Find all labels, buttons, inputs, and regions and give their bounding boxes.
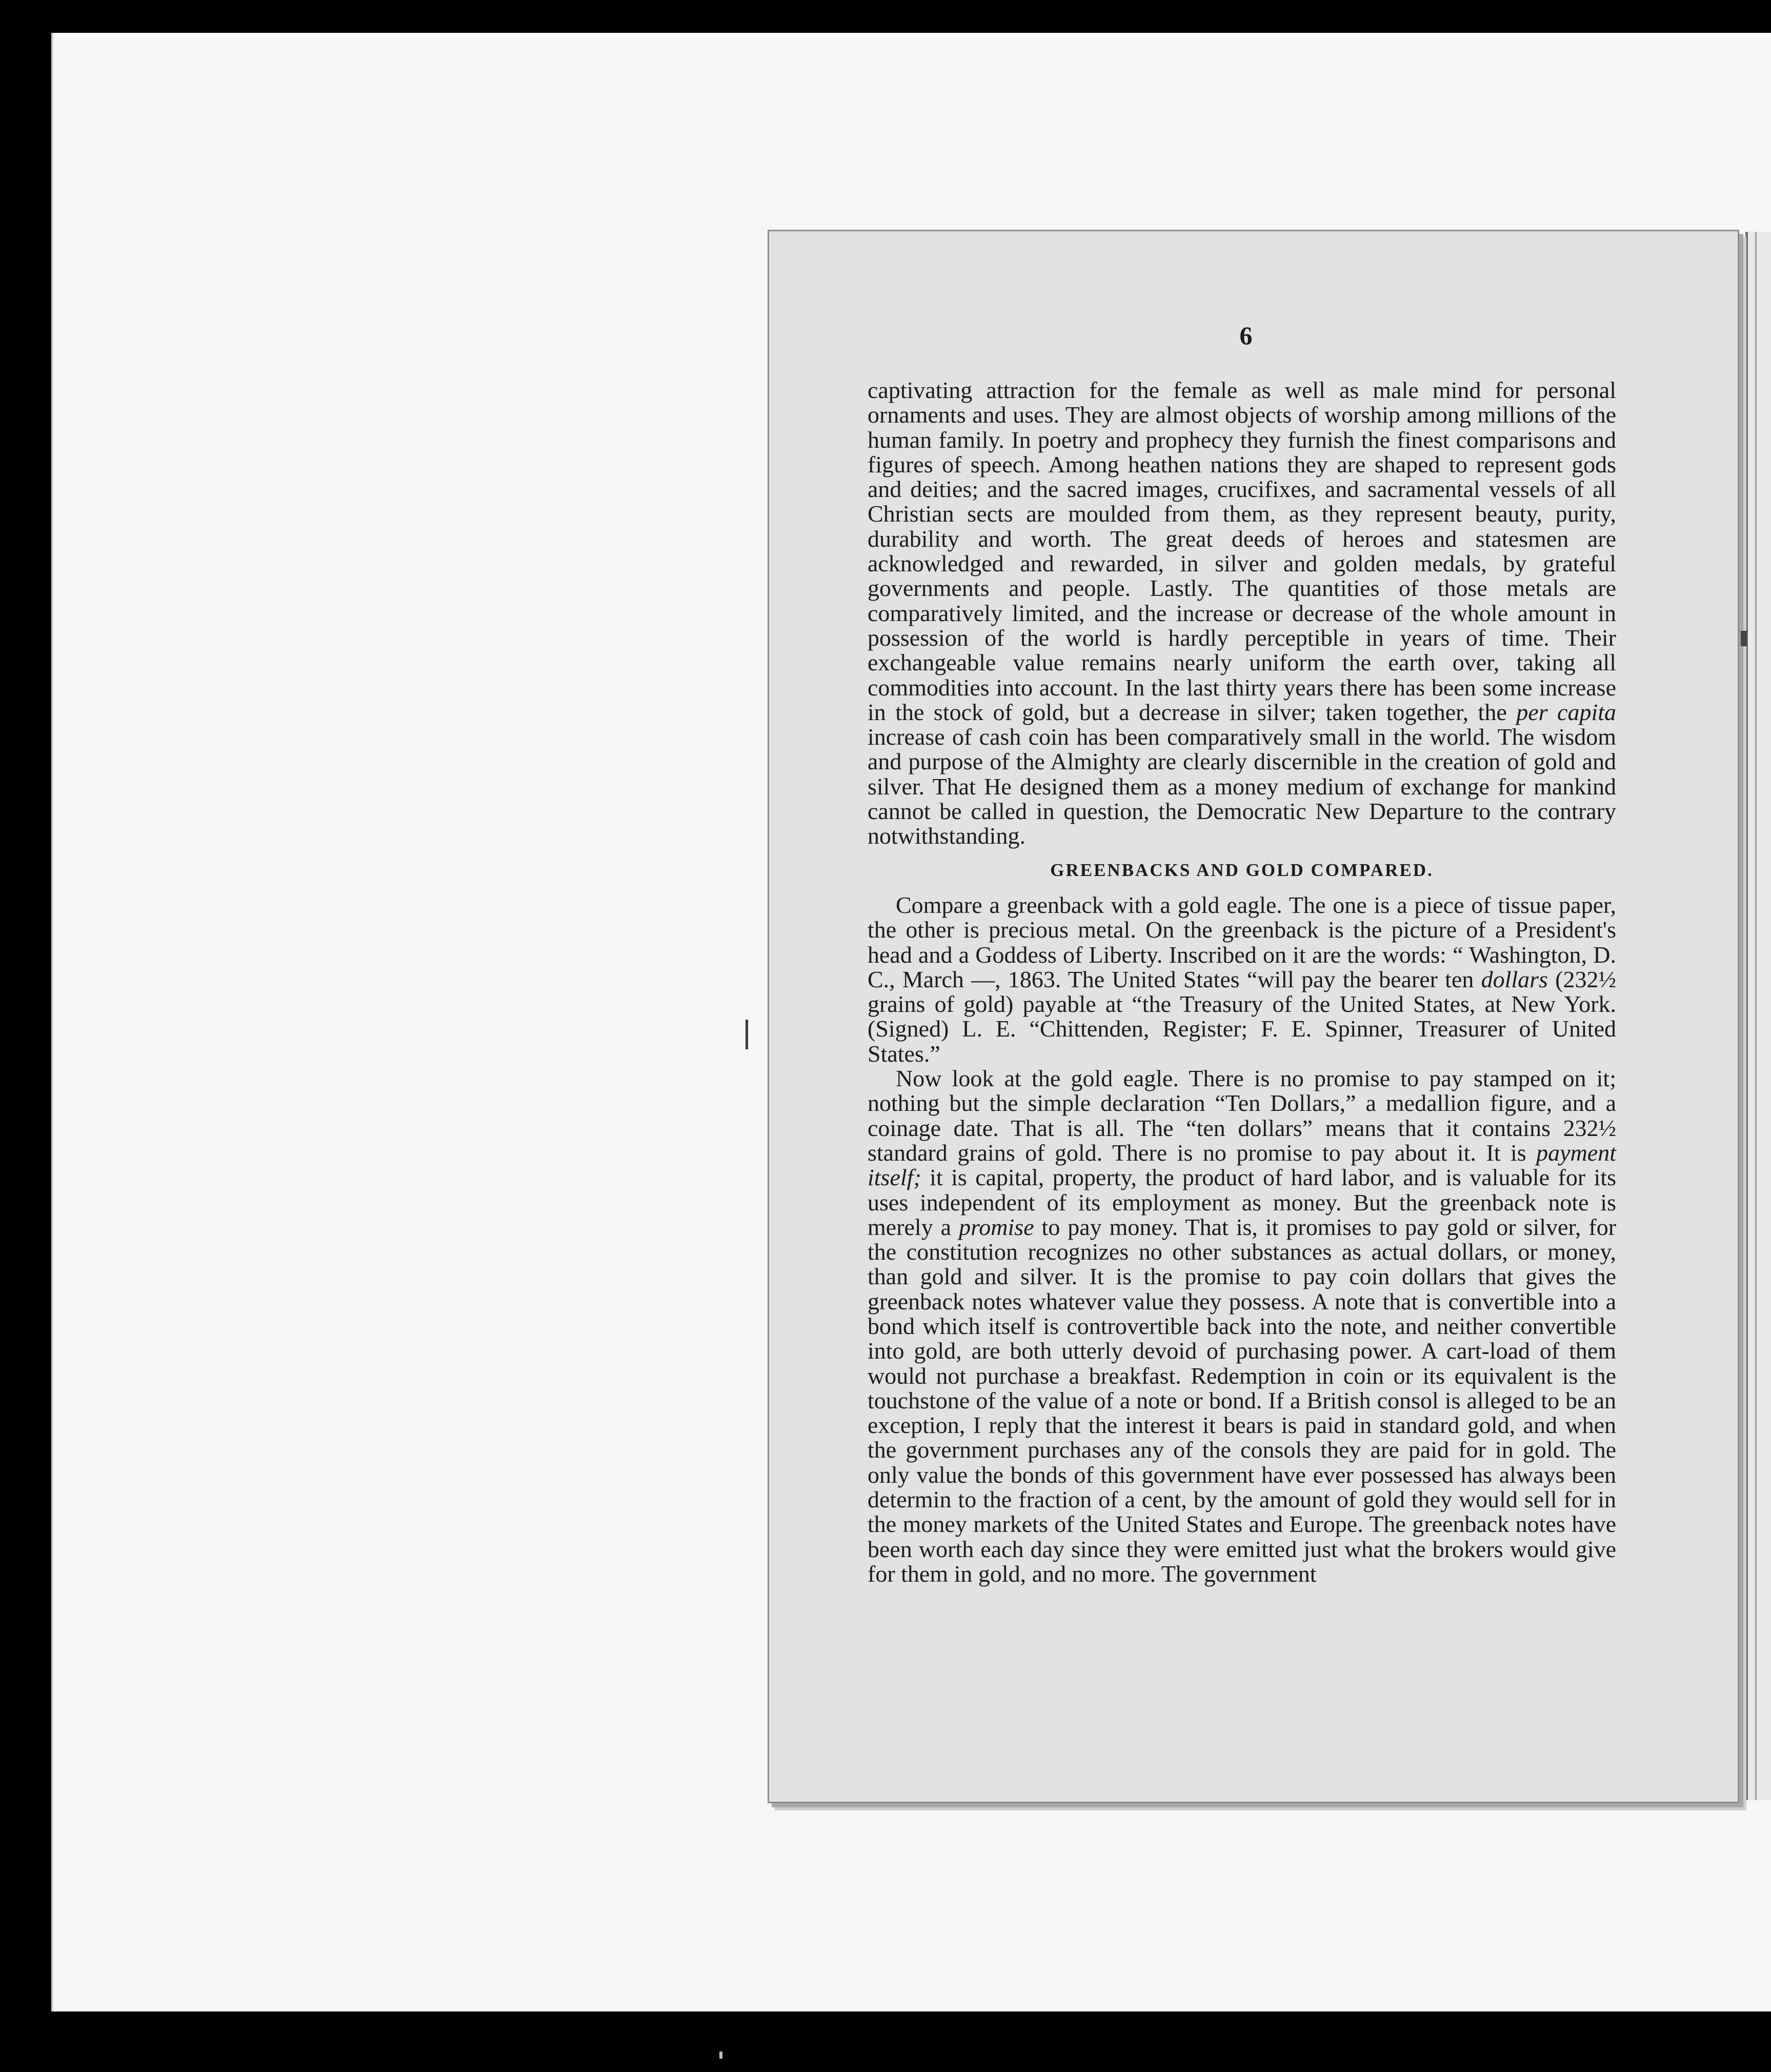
scan-speck bbox=[719, 2051, 722, 2059]
payment-itself-italic: payment itself; bbox=[868, 1139, 1616, 1191]
scan-speck bbox=[1741, 631, 1747, 646]
paragraph-compare-a: Compare a greenback with a gold eagle. The one is a piece of tissue paper, the other is precious metal. On the greenback is the picture of a President's head and a Goddess of Liberty. Inscribed on it are the words: “ Washington, D. C., March —, 1863. The United States “will pay the bearer ten bbox=[868, 891, 1616, 992]
page-number: 6 bbox=[1239, 321, 1253, 350]
section-heading: GREENBACKS AND GOLD COMPARED. bbox=[1050, 860, 1434, 880]
paragraph-intro-end: increase of cash coin has been comparatively small in the world. The wisdom and purpose of the Almighty are clearly discernible in the creation of gold and silver. That He designed them as a money medium of exchange for mankind cannot be called in question, the Democratic New Departure to the contrary notwithstanding. bbox=[868, 724, 1616, 849]
page-body bbox=[868, 321, 1616, 1586]
paragraph-gold-eagle bbox=[868, 1066, 1616, 1586]
paragraph-intro bbox=[868, 378, 1616, 849]
paragraph-gold-eagle-a: Now look at the gold eagle. There is no promise to pay stamped on it; nothing but the simple declaration “Ten Dollars,” a medallion figure, and a coinage date. That is all. The “ten dollars” means that it contains 232½ standard grains of gold. There is no promise to pay about it. It is bbox=[868, 1065, 1616, 1166]
paragraph-compare bbox=[868, 893, 1616, 1066]
per-capita-italic: per capita bbox=[1516, 699, 1617, 725]
dollars-italic: dollars bbox=[1481, 966, 1548, 992]
adjacent-page-edge bbox=[1745, 232, 1771, 1800]
promise-italic: promise bbox=[959, 1213, 1034, 1240]
paragraph-gold-eagle-b: it is capital, property, the product of hard labor, and is valuable for its uses independent of its employment as money. But the greenback note is merely a bbox=[868, 1164, 1616, 1240]
paragraph-intro-text: captivating attraction for the female as well as male mind for personal ornaments and uses. They are almost objects of worship among millions of the human family. In poetry and prophecy they furnish the finest comparisons and figures of speech. Among heathen nations they are shaped to represent gods and deities; and the sacred images, crucifixes, and sacramental vessels of all Christian sects are moulded from them, as they represent beauty, purity, durability and worth. The great deeds of heroes and statesmen are acknowledged and rewarded, in silver and golden medals, by grateful governments and people. Lastly. The quantities of those metals are comparatively limited, and the increase or decrease of the whole amount in possession of the world is hardly perceptible in years of time. Their exchangeable value remains nearly uniform the earth over, taking all commodities into account. In the last thirty years there has been some increase in the stock of gold, but a decrease in silver; taken together, the bbox=[868, 377, 1616, 725]
scan-speck bbox=[746, 1020, 748, 1049]
paragraph-gold-eagle-c: to pay money. That is, it promises to pay gold or silver, for the constitution recognizes no other substances as actual dollars, or money, than gold and silver. It is the promise to pay coin dollars that gives the greenback notes whatever value they possess. A note that is convertible into a bond which itself is controvertible back into the note, and neither convertible into gold, are both utterly devoid of purchasing power. A cart-load of them would not purchase a breakfast. Redemption in coin or its equivalent is the touchstone of the value of a note or bond. If a British consol is alleged to be an exception, I reply that the interest it bears is paid in standard gold, and when the government purchases any of the consols they are paid for in gold. The only value the bonds of this government have ever possessed has always been determin to the fraction of a cent, by the amount of gold they would sell for in the money markets of the United States and Europe. The greenback notes have been worth each day since they were emitted just what the brokers would give for them in gold, and no more. The government bbox=[868, 1213, 1617, 1587]
paragraph-compare-b: (232½ grains of gold) payable at “the Treasury of the United States, at New York. (Signed) L. E. “Chittenden, Register; F. E. Spinner, Treasurer of United States.” bbox=[868, 966, 1616, 1067]
